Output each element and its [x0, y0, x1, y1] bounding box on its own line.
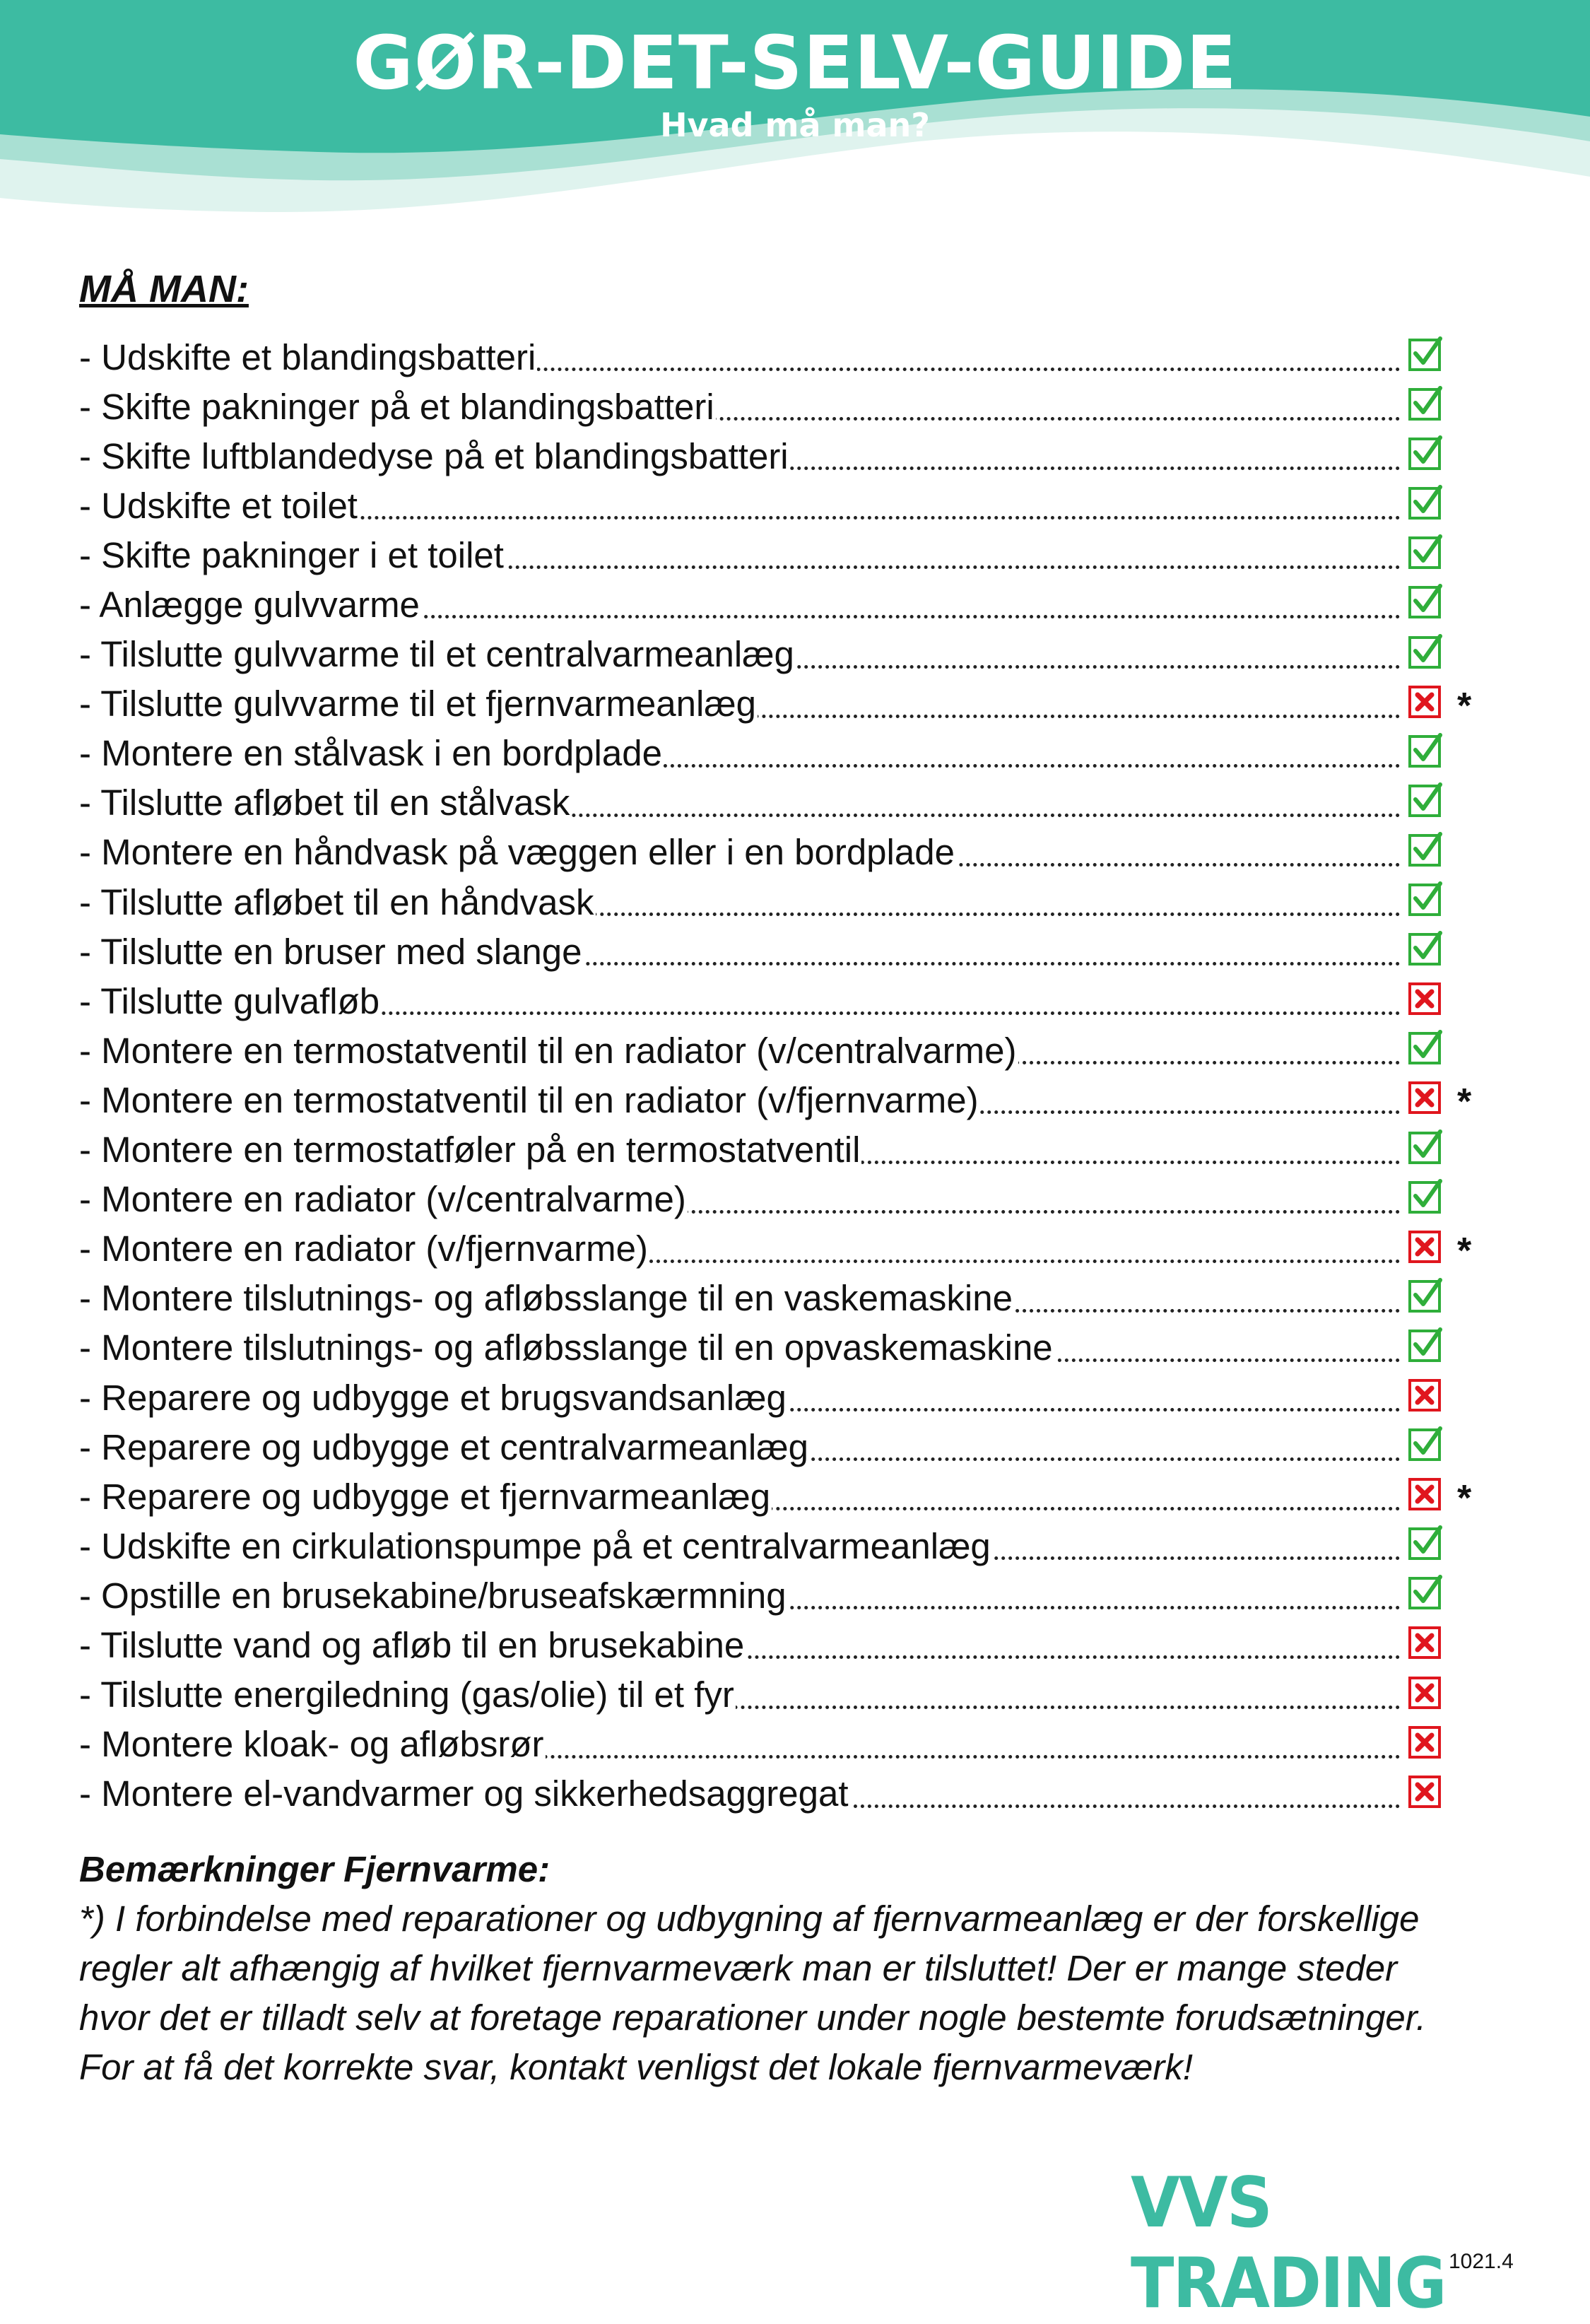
check-icon [1408, 634, 1443, 669]
cross-icon [1408, 1476, 1443, 1511]
item-label: - Tilslutte en bruser med slange [79, 931, 582, 972]
list-item [79, 630, 1492, 679]
check-icon [1408, 1278, 1443, 1313]
cross-icon [1408, 1724, 1443, 1759]
list-item [79, 1670, 1492, 1720]
list-item [79, 976, 1492, 1026]
cross-icon [1408, 1377, 1443, 1412]
item-label: - Skifte pakninger på et blandingsbatteri [79, 386, 714, 427]
check-icon [1408, 1327, 1443, 1363]
item-label: - Tilslutte afløbet til en håndvask [79, 881, 594, 922]
item-label: - Montere kloak- og afløbsrør [79, 1724, 544, 1765]
remarks-heading: Bemærkninger Fjernvarme: [79, 1849, 550, 1889]
section-heading: MÅ MAN: [79, 268, 249, 310]
footnote-marker: * [1457, 1230, 1472, 1272]
check-icon [1408, 1179, 1443, 1214]
item-label: - Skifte pakninger i et toilet [79, 534, 504, 575]
header-banner [0, 0, 1590, 240]
list-item [79, 580, 1492, 629]
list-item [79, 778, 1492, 828]
item-label: - Montere en håndvask på væggen eller i en bordplade [79, 832, 955, 873]
check-icon [1408, 1426, 1443, 1462]
item-label: - Udskifte et blandingsbatteri [79, 336, 536, 377]
checklist [79, 332, 1492, 1819]
item-label: - Reparere og udbygge et fjernvarmeanlæg [79, 1476, 771, 1517]
cross-icon [1408, 1624, 1443, 1660]
list-item [79, 1769, 1492, 1819]
list-item [79, 332, 1492, 382]
list-item [79, 1720, 1492, 1769]
page-title: GØR-DET-SELV-GUIDE [353, 20, 1237, 106]
footnote-marker: * [1457, 1081, 1472, 1123]
item-label: - Skifte luftblandedyse på et blandingsbatteri [79, 435, 789, 476]
list-item [79, 679, 1492, 729]
check-icon [1408, 386, 1443, 421]
list-item [79, 1075, 1492, 1125]
remarks-block [79, 1845, 1521, 2092]
item-label: - Reparere og udbygge et brugsvandsanlæg [79, 1377, 787, 1418]
list-item [79, 1274, 1492, 1323]
check-icon [1408, 733, 1443, 768]
list-item [79, 877, 1492, 927]
item-label: - Montere en termostatføler på en termostatventil [79, 1129, 861, 1170]
item-label: - Montere en radiator (v/fjernvarme) [79, 1228, 648, 1269]
remarks-line: hvor det er tilladt selv at foretage reparationer under nogle bestemte forudsætninger. [79, 1997, 1427, 2038]
list-item [79, 382, 1492, 431]
item-label: - Montere en termostatventil til en radiator (v/fjernvarme) [79, 1079, 979, 1120]
document-code: 1021.4 [1449, 2250, 1514, 2273]
list-item [79, 1620, 1492, 1669]
list-item [79, 431, 1492, 481]
cross-icon [1408, 1773, 1443, 1809]
list-item [79, 1175, 1492, 1224]
item-label: - Tilslutte gulvafløb [79, 980, 380, 1021]
item-label: - Udskifte et toilet [79, 485, 358, 526]
check-icon [1408, 832, 1443, 867]
check-icon [1408, 931, 1443, 966]
cross-icon [1408, 1079, 1443, 1115]
list-item [79, 1373, 1492, 1422]
list-item [79, 1125, 1492, 1175]
item-label: - Tilslutte gulvvarme til et fjernvarmeanlæg [79, 683, 757, 724]
check-icon [1408, 1525, 1443, 1561]
list-item [79, 1571, 1492, 1620]
check-icon [1408, 782, 1443, 818]
remarks-line: For at få det korrekte svar, kontakt venligst det lokale fjernvarmeværk! [79, 2047, 1193, 2087]
item-label: - Tilslutte vand og afløb til en brusekabine [79, 1624, 745, 1665]
footnote-marker: * [1457, 1478, 1472, 1520]
cross-icon [1408, 683, 1443, 719]
list-item [79, 729, 1492, 778]
item-label: - Montere tilslutnings- og afløbsslange til en vaskemaskine [79, 1278, 1013, 1319]
check-icon [1408, 485, 1443, 520]
list-item [79, 927, 1492, 976]
check-icon [1408, 336, 1443, 372]
item-label: - Udskifte en cirkulationspumpe på et centralvarmeanlæg [79, 1525, 991, 1566]
list-item [79, 1323, 1492, 1373]
list-item [79, 1472, 1492, 1521]
check-icon [1408, 1575, 1443, 1610]
check-icon [1408, 584, 1443, 619]
cross-icon [1408, 1674, 1443, 1710]
check-icon [1408, 1030, 1443, 1065]
list-item [79, 1026, 1492, 1075]
item-label: - Tilslutte afløbet til en stålvask [79, 782, 570, 823]
check-icon [1408, 881, 1443, 917]
item-label: - Reparere og udbygge et centralvarmeanlæg [79, 1426, 808, 1467]
list-item [79, 828, 1492, 877]
item-label: - Montere en termostatventil til en radiator (v/centralvarme) [79, 1030, 1017, 1071]
item-label: - Montere en stålvask i en bordplade [79, 733, 662, 774]
item-label: - Montere tilslutnings- og afløbsslange til en opvaskemaskine [79, 1327, 1053, 1368]
item-label: - Tilslutte gulvvarme til et centralvarmeanlæg [79, 634, 794, 675]
page-subtitle: Hvad må man? [660, 106, 930, 144]
list-item [79, 1224, 1492, 1274]
list-item [79, 1422, 1492, 1472]
item-label: - Anlægge gulvvarme [79, 585, 420, 626]
item-label: - Tilslutte energiledning (gas/olie) til et fyr [79, 1674, 734, 1715]
item-label: - Opstille en brusekabine/bruseafskærmning [79, 1575, 787, 1616]
item-label: - Montere el-vandvarmer og sikkerhedsaggregat [79, 1773, 849, 1814]
check-icon [1408, 1129, 1443, 1165]
check-icon [1408, 534, 1443, 570]
list-item [79, 530, 1492, 580]
remarks-line: *) I forbindelse med reparationer og udbygning af fjernvarmeanlæg er der forskellige [79, 1898, 1420, 1939]
remarks-line: regler alt afhængig af hvilket fjernvarmeværk man er tilsluttet! Der er mange steder [79, 1948, 1398, 1988]
list-item [79, 481, 1492, 530]
footnote-marker: * [1457, 685, 1472, 727]
brand-logo: VVS TRADING [1131, 2163, 1446, 2324]
item-label: - Montere en radiator (v/centralvarme) [79, 1179, 686, 1220]
cross-icon [1408, 1228, 1443, 1264]
cross-icon [1408, 980, 1443, 1016]
check-icon [1408, 435, 1443, 471]
list-item [79, 1521, 1492, 1571]
